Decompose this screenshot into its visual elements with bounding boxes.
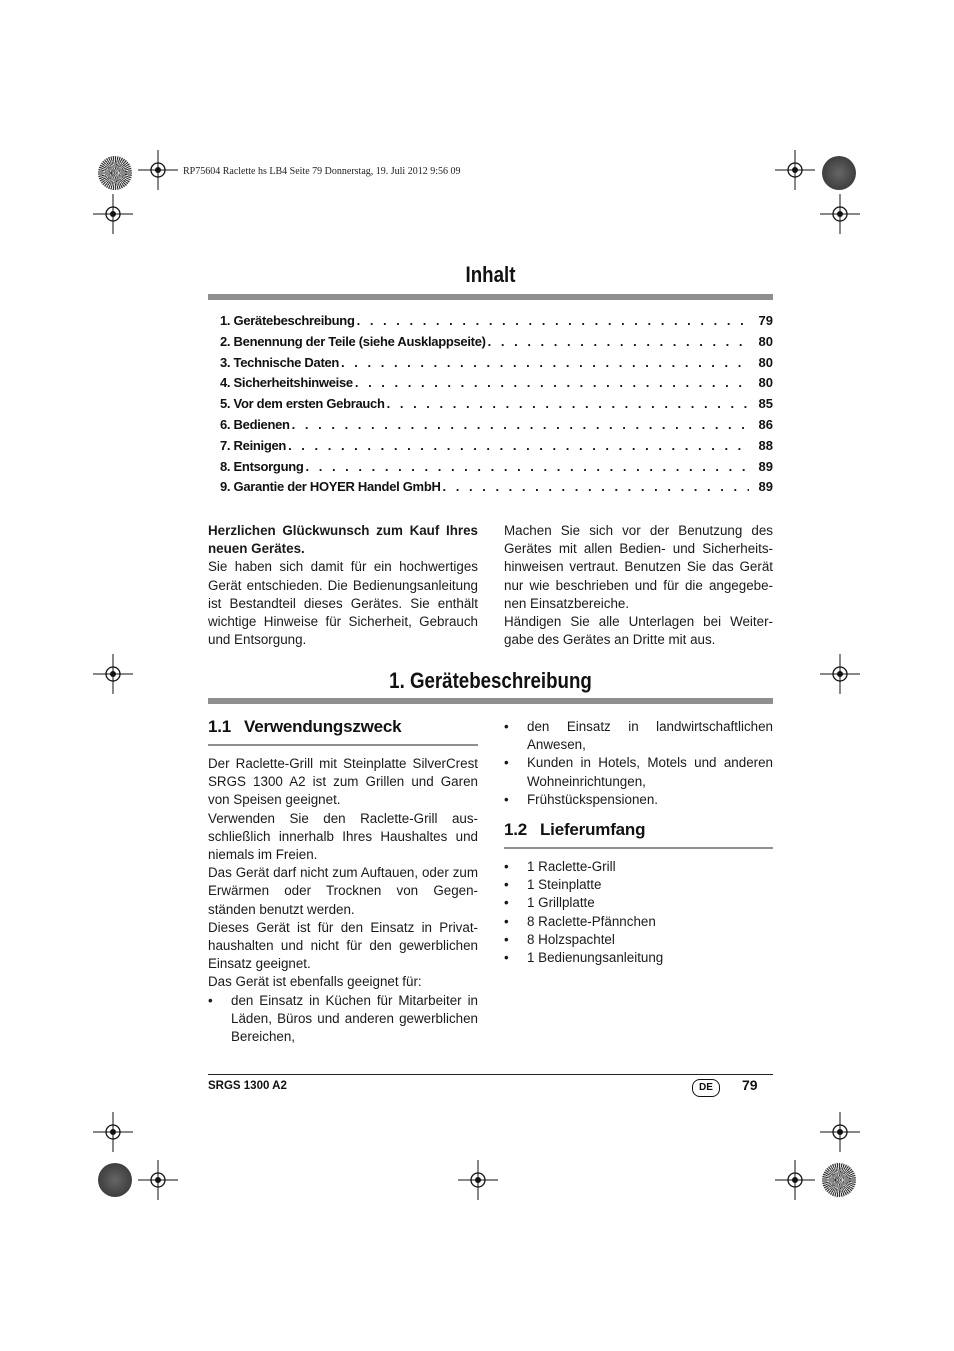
toc-item[interactable]: 8. Entsorgung . . . 89 bbox=[220, 459, 773, 480]
toc-item[interactable]: 2. Benennung der Teile (siehe Ausklappseite) . . . 80 bbox=[220, 334, 773, 355]
delivery-column bbox=[504, 858, 773, 967]
registration-mark-icon bbox=[820, 1112, 860, 1152]
language-badge: DE bbox=[692, 1079, 720, 1097]
toc-item[interactable]: 3. Technische Daten . . . 80 bbox=[220, 355, 773, 376]
subsection-rule bbox=[208, 744, 478, 746]
list-item: • 1 Bedienungsanleitung bbox=[504, 949, 773, 967]
color-rosette-icon bbox=[822, 1163, 856, 1197]
toc-title: Inhalt bbox=[465, 262, 516, 287]
intro-left-column bbox=[208, 522, 478, 649]
list-item: • 8 Holzspachtel bbox=[504, 931, 773, 949]
subsection-rule bbox=[504, 847, 773, 849]
usage-list bbox=[208, 992, 478, 1047]
section1-right-column bbox=[504, 718, 773, 809]
footer-model: SRGS 1300 A2 bbox=[208, 1080, 287, 1092]
list-item: • den Einsatz in landwirtschaftlichen Anwesen, bbox=[504, 718, 773, 754]
registration-mark-icon bbox=[820, 194, 860, 234]
list-item: • 8 Raclette-Pfännchen bbox=[504, 913, 773, 931]
toc-item[interactable]: 7. Reinigen . . . 88 bbox=[220, 438, 773, 459]
delivery-list bbox=[504, 858, 773, 967]
registration-mark-icon bbox=[775, 1160, 815, 1200]
print-slug: RP75604 Raclette hs LB4 Seite 79 Donnerstag, 19. Juli 2012 9:56 09 bbox=[183, 166, 461, 177]
toc-item[interactable]: 9. Garantie der HOYER Handel GmbH . . . 89 bbox=[220, 479, 773, 500]
color-rosette-icon bbox=[98, 156, 132, 190]
section-title: 1. Gerätebeschreibung bbox=[389, 668, 592, 693]
intro-heading: Herzlichen Glückwunsch zum Kauf Ihres neuen Gerätes. bbox=[208, 523, 478, 557]
registration-mark-icon bbox=[93, 194, 133, 234]
list-item: • 1 Grillplatte bbox=[504, 894, 773, 912]
subsection-heading: 1.2 Lieferumfang bbox=[504, 820, 646, 839]
intro-right-paragraph: Händigen Sie alle Unterlagen bei Weiter-gabe des Gerätes an Dritte mit aus. bbox=[504, 614, 773, 648]
usage-list-continued bbox=[504, 718, 773, 809]
list-item: • den Einsatz in Küchen für Mitarbeiter in Läden, Büros und anderen gewerblichen Bereichen, bbox=[208, 992, 478, 1047]
toc-title-rule bbox=[208, 294, 773, 300]
color-rosette-icon bbox=[98, 1163, 132, 1197]
registration-mark-icon bbox=[775, 150, 815, 190]
subsection-heading: 1.1 Verwendungszweck bbox=[208, 717, 402, 736]
registration-mark-icon bbox=[93, 654, 133, 694]
intro-left-text: Sie haben sich damit für ein hochwertiges Gerät entschieden. Die Bedienungsanleitung ist Bestandteil dieses Gerätes. Sie enthält wichtige Hinweise für Sicherheit, Gebrauch und Entsorgung. bbox=[208, 559, 478, 648]
list-item: • 1 Raclette-Grill bbox=[504, 858, 773, 876]
registration-mark-icon bbox=[138, 1160, 178, 1200]
list-item: • Frühstückspensionen. bbox=[504, 791, 773, 809]
section-title-rule bbox=[208, 698, 773, 704]
toc-item[interactable]: 6. Bedienen . . . 86 bbox=[220, 417, 773, 438]
color-rosette-icon bbox=[822, 156, 856, 190]
registration-mark-icon bbox=[458, 1160, 498, 1200]
intro-right-paragraph: Machen Sie sich vor der Benutzung des Gerätes mit allen Bedien- und Sicherheits-hinweisen vertraut. Benutzen Sie das Gerät nur wie beschrieben und für die angegebe-nen Einsatzbereiche. bbox=[504, 523, 773, 611]
toc-item[interactable]: 4. Sicherheitshinweise . . . 80 bbox=[220, 375, 773, 396]
footer-rule bbox=[208, 1074, 773, 1075]
intro-right-column bbox=[504, 522, 773, 649]
section1-left-column: Der Raclette-Grill mit Steinplatte SilverCrest SRGS 1300 A2 ist zum Grillen und Garen von Speisen geeignet. Verwenden Sie den Raclette-Grill aus-schließlich innerhalb Ihres Haushaltes und niemals im Freien. Das Gerät darf nicht zum Auftauen, oder zum Erwärmen oder Trocknen von Gegen-ständen benutzt werden. Dieses Gerät ist für den Einsatz in Privat-haushalten und nicht für den gewerblichen Einsatz geeignet. Das Gerät ist ebenfalls geeignet für: • den Einsatz in Küchen für Mitarbeiter in Läden, Büros und anderen gewerblichen Bereichen, bbox=[208, 755, 478, 1046]
registration-mark-icon bbox=[93, 1112, 133, 1152]
registration-mark-icon bbox=[138, 150, 178, 190]
page-number: 79 bbox=[742, 1077, 758, 1093]
list-item: • 1 Steinplatte bbox=[504, 876, 773, 894]
list-item: • Kunden in Hotels, Motels und anderen Wohneinrichtungen, bbox=[504, 754, 773, 790]
table-of-contents bbox=[220, 313, 773, 500]
registration-mark-icon bbox=[820, 654, 860, 694]
toc-item[interactable]: 1. Gerätebeschreibung . . . 79 bbox=[220, 313, 773, 334]
toc-item[interactable]: 5. Vor dem ersten Gebrauch . . . 85 bbox=[220, 396, 773, 417]
